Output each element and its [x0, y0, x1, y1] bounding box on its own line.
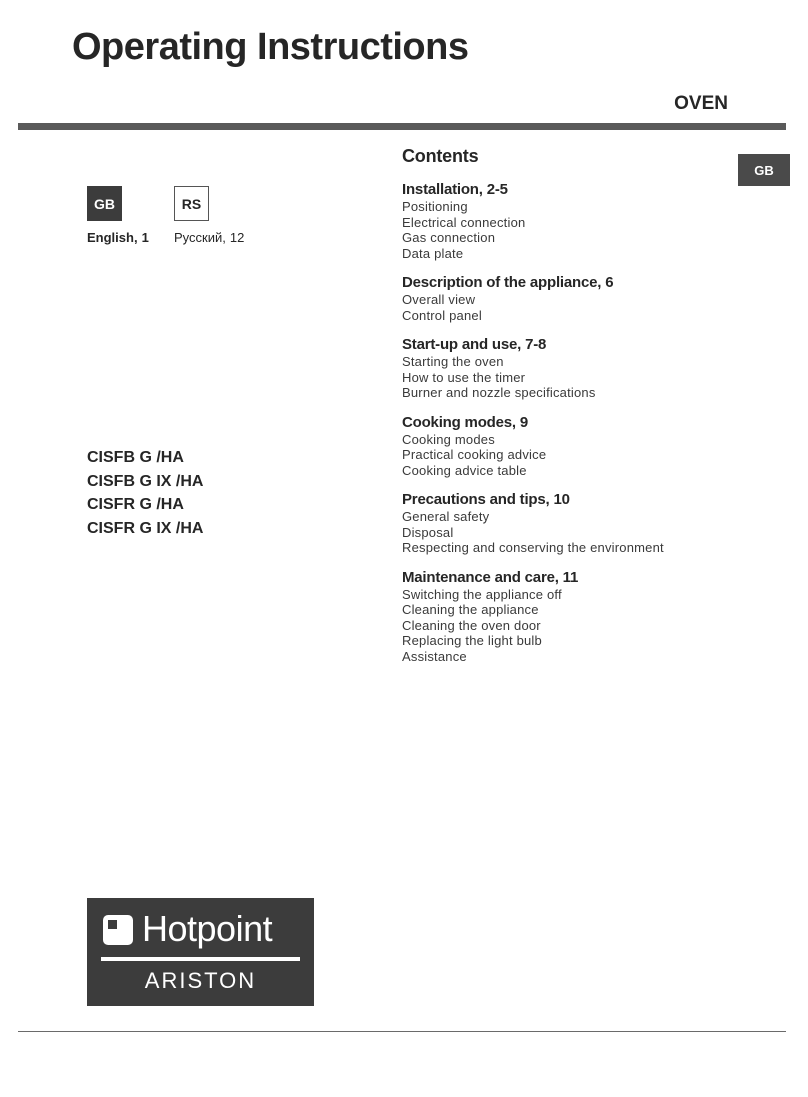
model-number: CISFB G IX /HA — [87, 472, 204, 490]
toc-section-maintenance — [402, 569, 732, 665]
toc-item[interactable]: Practical cooking advice — [402, 447, 547, 462]
language-entry-english[interactable] — [87, 186, 149, 245]
toc-item[interactable]: Positioning — [402, 199, 468, 214]
contents-heading: Contents — [402, 146, 479, 166]
toc-item[interactable]: Cleaning the appliance — [402, 602, 539, 617]
logo-sub-text: ARISTON — [144, 968, 257, 993]
model-list — [87, 446, 203, 540]
logo-divider — [101, 957, 300, 961]
toc-section-title[interactable]: Installation, 2-5 — [402, 181, 508, 198]
toc-item[interactable]: Burner and nozzle specifications — [402, 385, 596, 400]
toc-item[interactable]: Disposal — [402, 524, 454, 540]
toc-item[interactable]: Replacing the light bulb — [402, 633, 542, 648]
header-divider — [18, 123, 786, 130]
language-name: English, — [87, 230, 138, 245]
toc-item[interactable]: Gas connection — [402, 230, 496, 245]
language-side-tab: GB — [738, 154, 790, 186]
toc-section-title[interactable]: Maintenance and care, 11 — [402, 568, 579, 586]
logo-brand-text: Hotpoint — [142, 908, 273, 949]
model-number: CISFR G IX /HA — [87, 519, 204, 537]
language-label — [174, 230, 244, 245]
toc-section-installation — [402, 181, 732, 261]
model-number: CISFR G /HA — [87, 496, 184, 513]
toc-section-title[interactable]: Precautions and tips, 10 — [402, 491, 570, 508]
toc-item[interactable]: Switching the appliance off — [402, 586, 562, 602]
language-entry-russian[interactable] — [174, 186, 244, 245]
toc-item[interactable]: Overall view — [402, 292, 476, 307]
toc-item[interactable]: Data plate — [402, 245, 464, 261]
language-page: 1 — [141, 230, 149, 245]
language-page: 12 — [229, 230, 245, 245]
language-label — [87, 230, 149, 245]
toc-item[interactable]: Cooking advice table — [402, 462, 527, 478]
toc-section-precautions — [402, 491, 732, 556]
language-code-badge: RS — [174, 186, 209, 221]
language-name: Русский, — [174, 230, 226, 245]
toc-item[interactable]: Starting the oven — [402, 354, 504, 369]
footer-divider — [18, 1031, 786, 1032]
toc-item[interactable]: Control panel — [402, 307, 482, 323]
toc-section-description — [402, 274, 732, 323]
language-code-badge: GB — [87, 186, 122, 221]
toc-section-cooking-modes — [402, 414, 732, 479]
toc-item[interactable]: Cooking modes — [402, 431, 495, 447]
toc-item[interactable]: Electrical connection — [402, 214, 526, 230]
toc-section-title[interactable]: Description of the appliance, 6 — [402, 274, 614, 291]
page-title: Operating Instructions — [72, 26, 469, 68]
toc-item[interactable]: Respecting and conserving the environment — [402, 540, 664, 555]
product-label: OVEN — [674, 93, 728, 114]
table-of-contents — [402, 146, 732, 677]
toc-section-startup — [402, 336, 732, 401]
toc-item[interactable]: Cleaning the oven door — [402, 617, 541, 633]
toc-item[interactable]: General safety — [402, 509, 490, 524]
toc-section-title[interactable]: Start-up and use, 7-8 — [402, 336, 547, 353]
toc-section-title[interactable]: Cooking modes, 9 — [402, 413, 528, 431]
hotpoint-ariston-logo — [87, 898, 314, 1006]
model-number: CISFB G /HA — [87, 449, 184, 466]
toc-item[interactable]: How to use the timer — [402, 369, 526, 385]
toc-item[interactable]: Assistance — [402, 648, 467, 664]
brand-mark-icon — [103, 915, 133, 945]
